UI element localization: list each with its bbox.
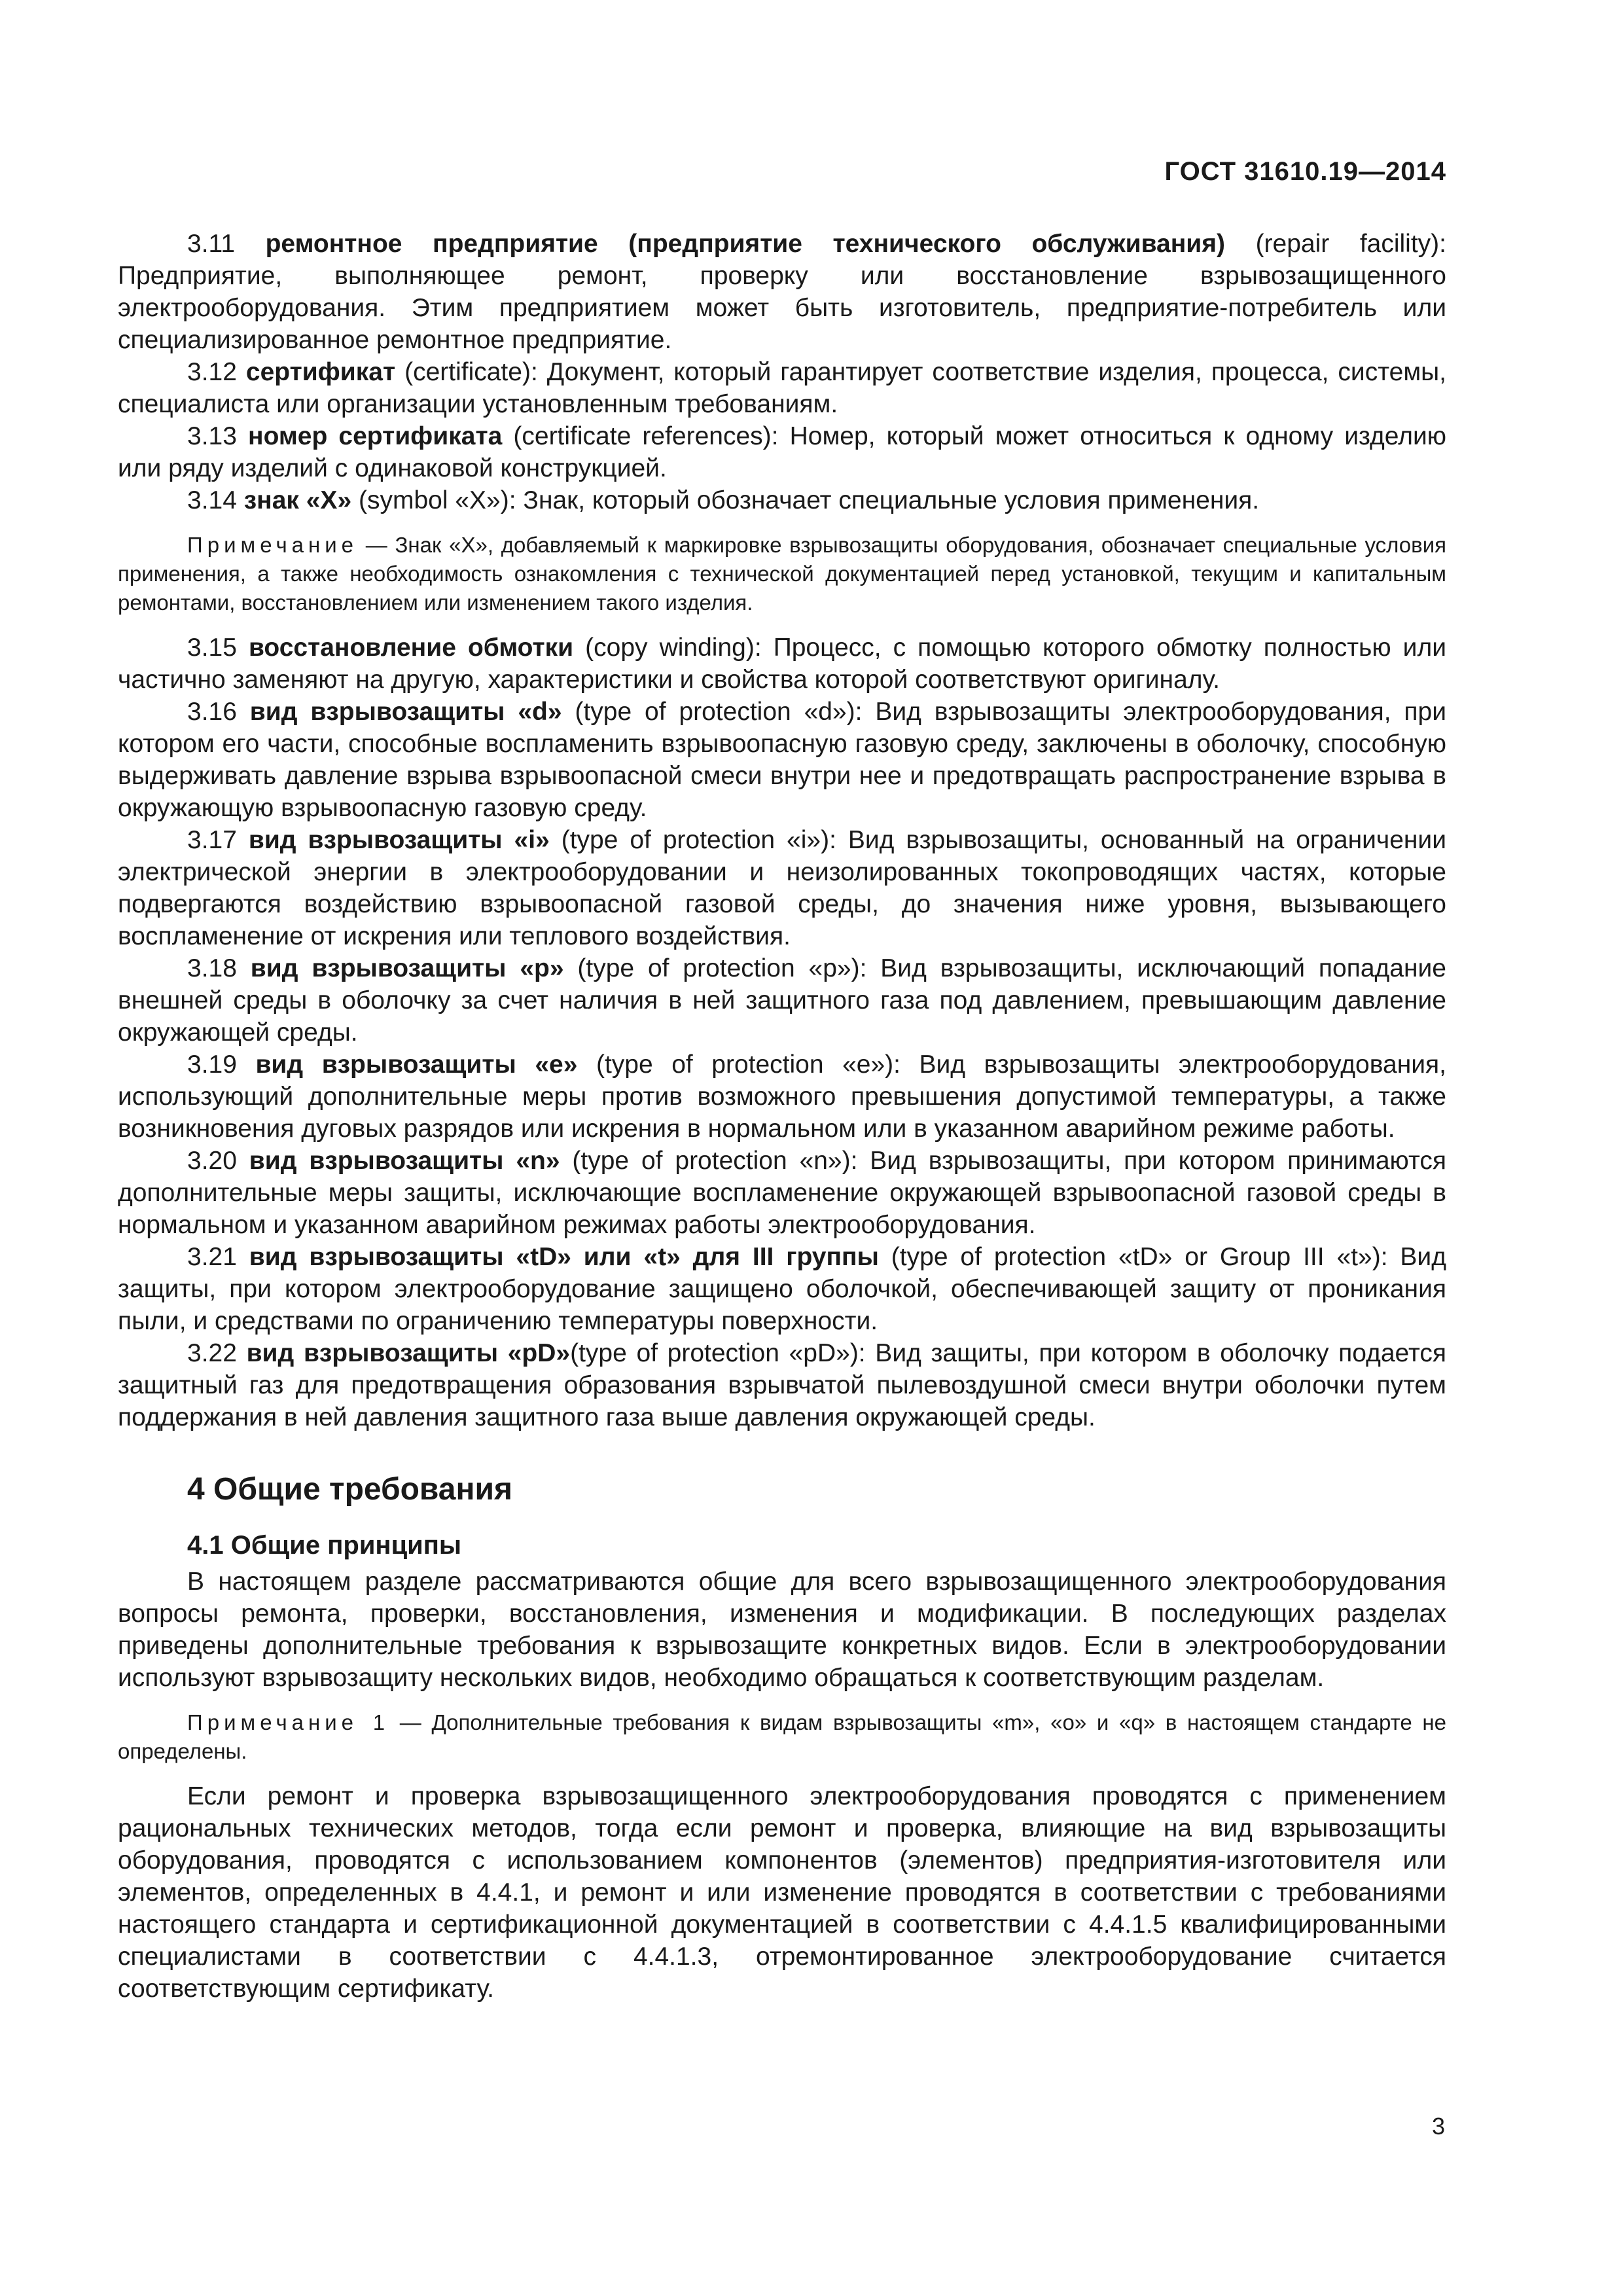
clause-number: 3.16 — [187, 698, 237, 726]
definition-term: восстановление обмотки — [248, 634, 574, 662]
definition-3-18 — [118, 952, 1446, 1049]
clause-number: 3.15 — [187, 634, 237, 662]
definition-text: (symbol «X»): Знак, который обозначает специальные условия применения. — [351, 486, 1260, 514]
definition-term: вид взрывозащиты «n» — [249, 1147, 560, 1175]
note-symbol-x — [118, 531, 1446, 617]
clause-number: 3.18 — [187, 954, 237, 982]
definition-text: (copy winding): Процесс, с помощью которого обмотку полностью или частично заменяют на другую, характеристики и свойства которой соответствуют оригиналу. — [118, 634, 1446, 694]
definition-term: вид взрывозащиты «pD» — [246, 1339, 571, 1367]
definition-3-14 — [118, 484, 1446, 516]
definition-3-21 — [118, 1241, 1446, 1337]
definition-text: (type of protection «pD»): Вид защиты, при котором в оболочку подается защитный газ для предотвращения образования взрывчатой пылевоздушной смеси внутри оболочки путем поддержания в ней давления защитного газа выше давления окружающей среды. — [118, 1339, 1446, 1431]
definition-3-16 — [118, 696, 1446, 824]
paragraph-general-principles: В настоящем разделе рассматриваются общие для всего взрывозащищенного электрооборудования вопросы ремонта, проверки, восстановления, изменения и модификации. В последующих разделах приведены дополнительные требования к взрывозащите конкретных видов. Если в электрооборудовании используют взрывозащиту нескольких видов, необходимо обращаться к соответствующим разделам. — [118, 1568, 1446, 1692]
definition-text: (type of protection «tD» or Group III «t»): Вид защиты, при котором электрооборудование защищено оболочкой, обеспечивающей защиту от проникания пыли, и средствами по ограничению температуры поверхности. — [118, 1243, 1446, 1335]
section-4-heading: 4 Общие требования — [187, 1472, 512, 1507]
clause-number: 3.19 — [187, 1050, 237, 1079]
definition-3-22 — [118, 1337, 1446, 1433]
clause-number: 3.17 — [187, 826, 237, 854]
definition-term: номер сертификата — [248, 422, 503, 450]
clause-number: 3.12 — [187, 358, 237, 386]
definition-text: (type of protection «e»): Вид взрывозащиты электрооборудования, использующий дополнительные меры против возможного превышения допустимой температуры, а также возникновения дуговых разрядов или искрения в нормальном или в указанном аварийном режиме работы. — [118, 1050, 1446, 1143]
definition-term: вид взрывозащиты «p» — [250, 954, 564, 982]
definition-term: сертификат — [245, 358, 396, 386]
clause-number: 3.22 — [187, 1339, 237, 1367]
definition-text: (repair facility): Предприятие, выполняющее ремонт, проверку или восстановление взрывозащищенного электрооборудования. Этим предприятием может быть изготовитель, предприятие-потребитель или специализированное ремонтное предприятие. — [118, 230, 1446, 354]
note-label: Примечание 1 — [187, 1710, 390, 1734]
definition-term: ремонтное предприятие (предприятие технического обслуживания) — [265, 230, 1226, 258]
clause-number: 3.14 — [187, 486, 237, 514]
definition-term: вид взрывозащиты «d» — [249, 698, 562, 726]
clause-number: 3.13 — [187, 422, 237, 450]
definition-3-20 — [118, 1145, 1446, 1241]
definition-text: (type of protection «n»): Вид взрывозащиты, при котором принимаются дополнительные меры защиты, исключающие воспламенение окружающей взрывоопасной газовой среды в нормальном и указанном аварийном режимах работы электрооборудования. — [118, 1147, 1446, 1239]
definition-term: знак «X» — [243, 486, 352, 514]
standard-code-header: ГОСТ 31610.19—2014 — [1164, 157, 1446, 186]
definition-text: (certificate references): Номер, который может относиться к одному изделию или ряду изделий с одинаковой конструкцией. — [118, 422, 1446, 482]
clause-number: 3.11 — [187, 230, 236, 258]
definition-3-17 — [118, 824, 1446, 952]
definition-3-15 — [118, 632, 1446, 696]
definition-3-19 — [118, 1049, 1446, 1145]
definition-text: (certificate): Документ, который гарантирует соответствие изделия, процесса, системы, специалиста или организации установленным требованиям. — [118, 358, 1446, 418]
note-label: Примечание — [187, 533, 359, 557]
definition-text: (type of protection «p»): Вид взрывозащиты, исключающий попадание внешней среды в оболочку за счет наличия в ней защитного газа под давлением, превышающим давление окружающей среды. — [118, 954, 1446, 1047]
definition-3-13 — [118, 420, 1446, 484]
clause-number: 3.20 — [187, 1147, 237, 1175]
definition-term: вид взрывозащиты «e» — [255, 1050, 578, 1079]
page-body — [118, 228, 1446, 2005]
definition-text: (type of protection «d»): Вид взрывозащиты электрооборудования, при котором его части, способные воспламенить взрывоопасную газовую среду, заключены в оболочку, способную выдерживать давление взрыва взрывоопасной смеси внутри нее и предотвращать распространение взрыва в окружающую взрывоопасную газовую среду. — [118, 698, 1446, 822]
note-text: — Знак «X», добавляемый к маркировке взрывозащиты оборудования, обозначает специальные условия применения, а также необходимость ознакомления с технической документацией перед установкой, текущим и капитальным ремонтами, восстановлением или изменением такого изделия. — [118, 533, 1446, 615]
definition-3-12 — [118, 356, 1446, 420]
definition-text: (type of protection «i»): Вид взрывозащиты, основанный на ограничении электрической энергии в электрооборудовании и неизолированных токопроводящих частях, которые подвергаются воздействию взрывоопасной газовой среды, до значения ниже уровня, вызывающего воспламенение от искрения или теплового воздействия. — [118, 826, 1447, 950]
page-number: 3 — [1431, 2113, 1445, 2140]
clause-number: 3.21 — [187, 1243, 237, 1271]
note-1 — [118, 1708, 1446, 1766]
definition-term: вид взрывозащиты «tD» или «t» для III группы — [249, 1243, 879, 1271]
definition-term: вид взрывозащиты «i» — [248, 826, 550, 854]
note-text: — Дополнительные требования к видам взрывозащиты «m», «o» и «q» в настоящем стандарте не определены. — [118, 1710, 1446, 1763]
definition-3-11 — [118, 228, 1446, 356]
paragraph-repair-conformity: Если ремонт и проверка взрывозащищенного электрооборудования проводятся с применением рациональных технических методов, тогда если ремонт и проверка, влияющие на вид взрывозащиты оборудования, проводятся с использованием компонентов (элементов) предприятия-изготовителя или элементов, определенных в 4.4.1, и ремонт и или изменение проводятся в соответствии с требованиями настоящего стандарта и сертификационной документацией в соответствии с 4.4.1.5 квалифицированными специалистами в соответствии с 4.4.1.3, отремонтированное электрооборудование считается соответствующим сертификату. — [118, 1782, 1446, 2003]
section-4-1-heading: 4.1 Общие принципы — [187, 1531, 462, 1560]
